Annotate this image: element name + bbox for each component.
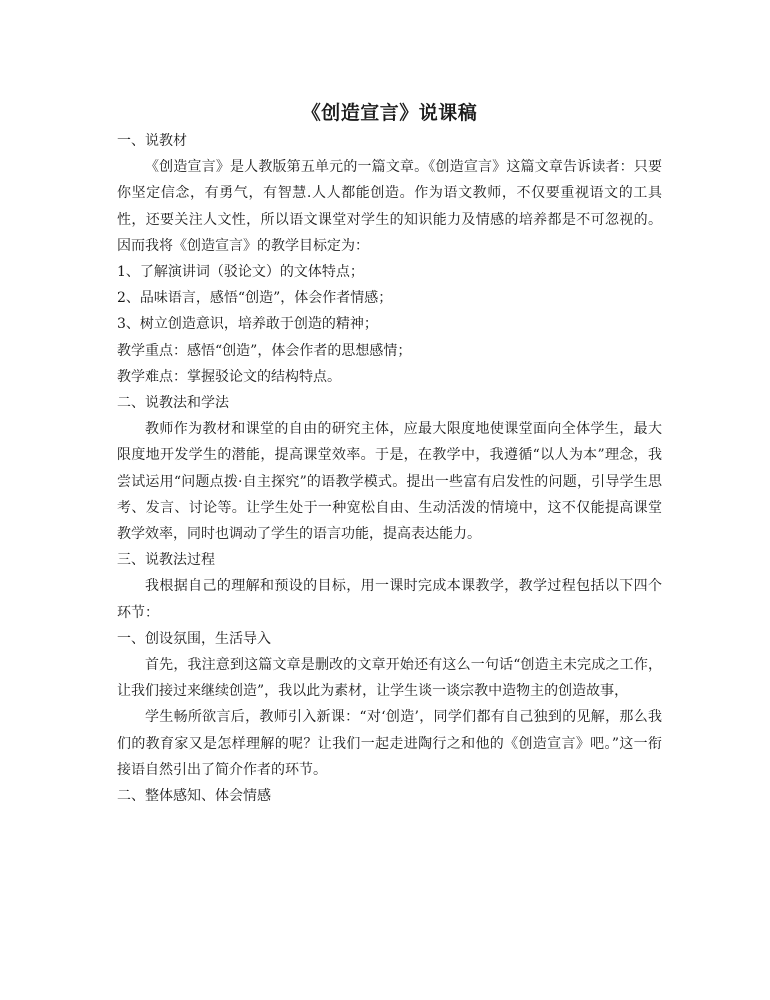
paragraph-textbook-intro: 《创造宣言》是人教版第五单元的一篇文章。《创造宣言》这篇文章告诉读者：只要你坚定信念，有勇气，有智慧.人人都能创造。作为语文教师，不仅要重视语文的工具性，还要关注人文性，所以语文课堂对学生的知识能力及情感的培养都是不可忽视的。因而我将《创造宣言》的教学目标定为： — [117, 159, 662, 254]
teaching-key-point: 教学重点：感悟“创造”，体会作者的思想感情； — [117, 342, 412, 359]
section-heading-methods: 二、说教法和学法 — [117, 395, 229, 412]
section-heading-textbook: 一、说教材 — [117, 133, 187, 149]
paragraph-lead-in-1: 首先，我注意到这篇文章是删改的文章开始还有这么一句话“创造主未完成之工作，让我们接过来继续创造”，我以此为素材，让学生谈一谈宗教中造物主的创造故事， — [117, 657, 662, 700]
paragraph-methods: 教师作为教材和课堂的自由的研究主体，应最大限度地使课堂面向全体学生，最大限度地开发学生的潜能，提高课堂效率。于是，在教学中，我遵循“以人为本”理念，我尝试运用“问题点拨·自主探究”的语教学模式。提出一些富有启发性的问题，引导学生思考、发言、讨论等。让学生处于一种宽松自由、生动活泼的情境中，这不仅能提高课堂教学效率，同时也调动了学生的语言功能，提高表达能力。 — [117, 421, 662, 543]
teaching-difficulty: 教学难点：掌握驳论文的结构特点。 — [117, 368, 341, 385]
paragraph-process-intro: 我根据自己的理解和预设的目标，用一课时完成本课教学，教学过程包括以下四个环节： — [117, 578, 662, 621]
goal-item-2: 2、品味语言，感悟“创造”，体会作者情感； — [117, 290, 393, 307]
document-page — [117, 98, 662, 809]
paragraph-lead-in-2: 学生畅所欲言后，教师引入新课：“对‘创造’，同学们都有自己独到的见解，那么我们的教育家又是怎样理解的呢？让我们一起走进陶行之和他的《创造宣言》吧。”这一衔接语自然引出了简介作者的环节。 — [117, 709, 662, 778]
goal-item-1: 1、了解演讲词（驳论文）的文体特点； — [117, 264, 364, 281]
subsection-heading-overall: 二、整体感知、体会情感 — [117, 788, 271, 805]
goal-item-3: 3、树立创造意识，培养敢于创造的精神； — [117, 316, 378, 333]
document-title: 《创造宣言》说课稿 — [301, 102, 478, 124]
subsection-heading-lead-in: 一、创设氛围，生活导入 — [117, 630, 271, 647]
section-heading-process: 三、说教法过程 — [117, 552, 215, 569]
